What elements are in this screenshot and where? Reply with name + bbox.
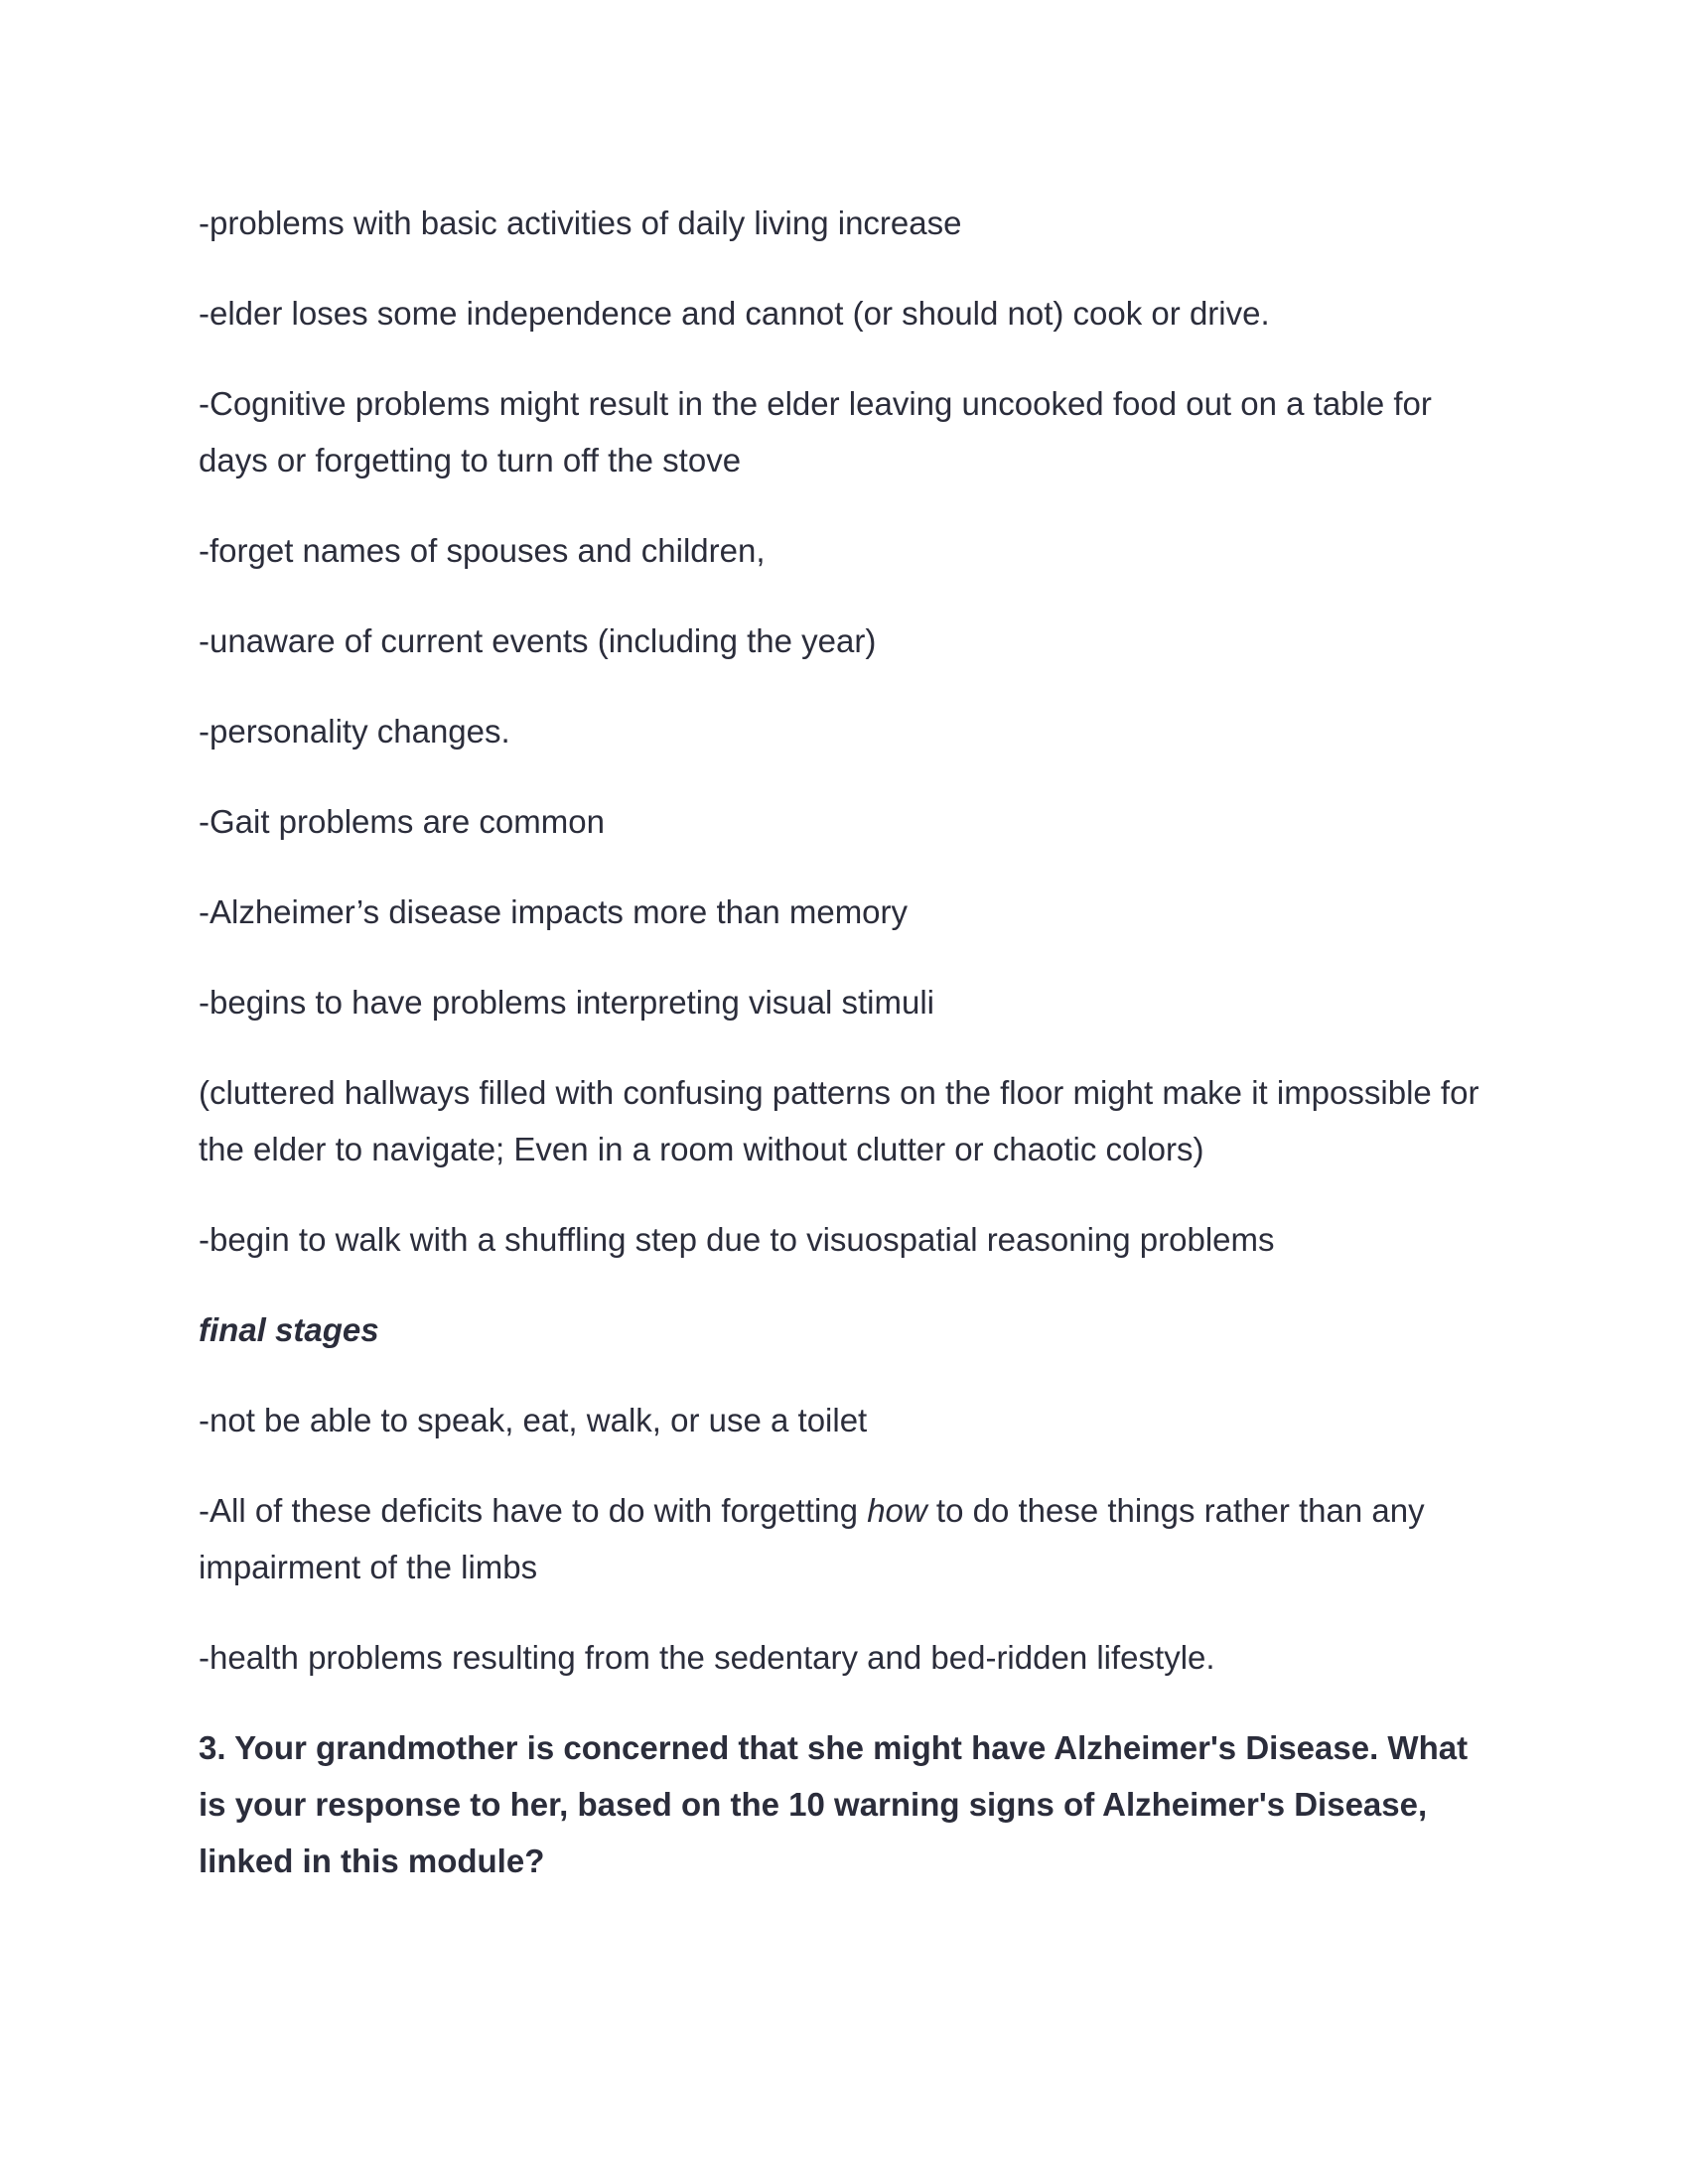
line-gait: -Gait problems are common	[199, 803, 605, 840]
line-speak: -not be able to speak, eat, walk, or use a toilet	[199, 1402, 868, 1438]
question-3: 3. Your grandmother is concerned that she might have Alzheimer's Disease. What is your response to her, based on the 10 warning signs of Alzheimer's Disease, linked in this module?	[199, 1729, 1469, 1879]
deficits-text-after: to do these things rather than any impairment of the limbs	[199, 1492, 1425, 1585]
line-independence: -elder loses some independence and cannot (or should not) cook or drive.	[199, 295, 1270, 332]
line-cluttered: (cluttered hallways filled with confusing patterns on the floor might make it impossible for the elder to navigate; Even in a room without clutter or chaotic colors)	[199, 1074, 1479, 1167]
final-stages-heading: final stages	[199, 1311, 379, 1348]
deficits-emphasis: how	[867, 1492, 927, 1529]
line-names: -forget names of spouses and children,	[199, 532, 766, 569]
document-page	[199, 195, 1499, 1923]
line-personality: -personality changes.	[199, 713, 510, 750]
line-health: -health problems resulting from the sedentary and bed-ridden lifestyle.	[199, 1639, 1215, 1676]
line-cognitive: -Cognitive problems might result in the elder leaving uncooked food out on a table for days or forgetting to turn off the stove	[199, 385, 1432, 478]
line-shuffling: -begin to walk with a shuffling step due to visuospatial reasoning problems	[199, 1221, 1275, 1258]
line-memory: -Alzheimer’s disease impacts more than memory	[199, 893, 909, 930]
line-deficits	[199, 1482, 1499, 1595]
deficits-text-before: -All of these deficits have to do with forgetting	[199, 1492, 868, 1529]
line-visual: -begins to have problems interpreting visual stimuli	[199, 984, 935, 1021]
line-events: -unaware of current events (including the year)	[199, 622, 877, 659]
line-adl: -problems with basic activities of daily living increase	[199, 205, 962, 241]
